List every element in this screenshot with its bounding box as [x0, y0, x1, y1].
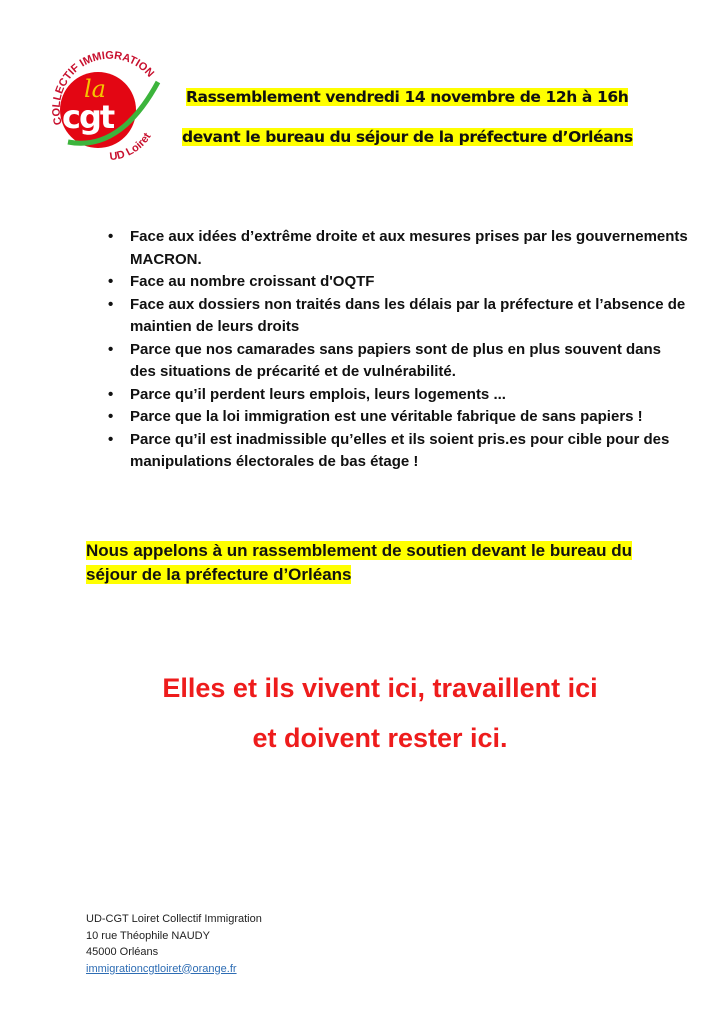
- list-item: • Parce que la loi immigration est une véritable fabrique de sans papiers !: [108, 406, 688, 429]
- list-item: • Face aux dossiers non traités dans les délais par la préfecture et l’absence de maintien de leurs droits: [108, 294, 688, 339]
- svg-text:COLLECTIF IMMIGRATION: COLLECTIF IMMIGRATION: [50, 49, 157, 127]
- list-item: • Parce qu’il est inadmissible qu’elles et ils soient pris.es pour cible pour des manipulations électorales de bas étage !: [108, 429, 688, 474]
- list-item: • Parce qu’il perdent leurs emplois, leurs logements ...: [108, 384, 688, 407]
- list-item: • Face aux idées d’extrême droite et aux mesures prises par les gouvernements MACRON.: [108, 226, 688, 271]
- footer-city: 45000 Orléans: [86, 946, 159, 958]
- list-item: • Parce que nos camarades sans papiers sont de plus en plus souvent dans des situations de précarité et de vulnérabilité.: [108, 339, 688, 384]
- header-line-1: Rassemblement vendredi 14 novembre de 12h à 16h: [186, 88, 629, 106]
- footer-org: UD-CGT Loiret Collectif Immigration: [86, 913, 262, 925]
- slogan-line-1: Elles et ils vivent ici, travaillent ici: [162, 673, 598, 703]
- footer-address: [86, 911, 262, 977]
- appeal-paragraph: Nous appelons à un rassemblement de soutien devant le bureau du séjour de la préfecture d’Orléans: [86, 541, 633, 584]
- svg-text:la: la: [84, 75, 106, 103]
- header-line-2: devant le bureau du séjour de la préfecture d’Orléans: [182, 128, 633, 146]
- footer-email-link[interactable]: immigrationcgtloiret@orange.fr: [86, 962, 237, 975]
- slogan-line-2: et doivent rester ici.: [252, 723, 508, 753]
- svg-text:UD Loiret: UD Loiret: [108, 130, 154, 164]
- reasons-list: [108, 226, 688, 474]
- footer-street: 10 rue Théophile NAUDY: [86, 929, 210, 942]
- svg-text:cgt: cgt: [62, 98, 114, 136]
- list-item: • Face au nombre croissant d'OQTF: [108, 271, 688, 294]
- cgt-logo: [40, 42, 170, 172]
